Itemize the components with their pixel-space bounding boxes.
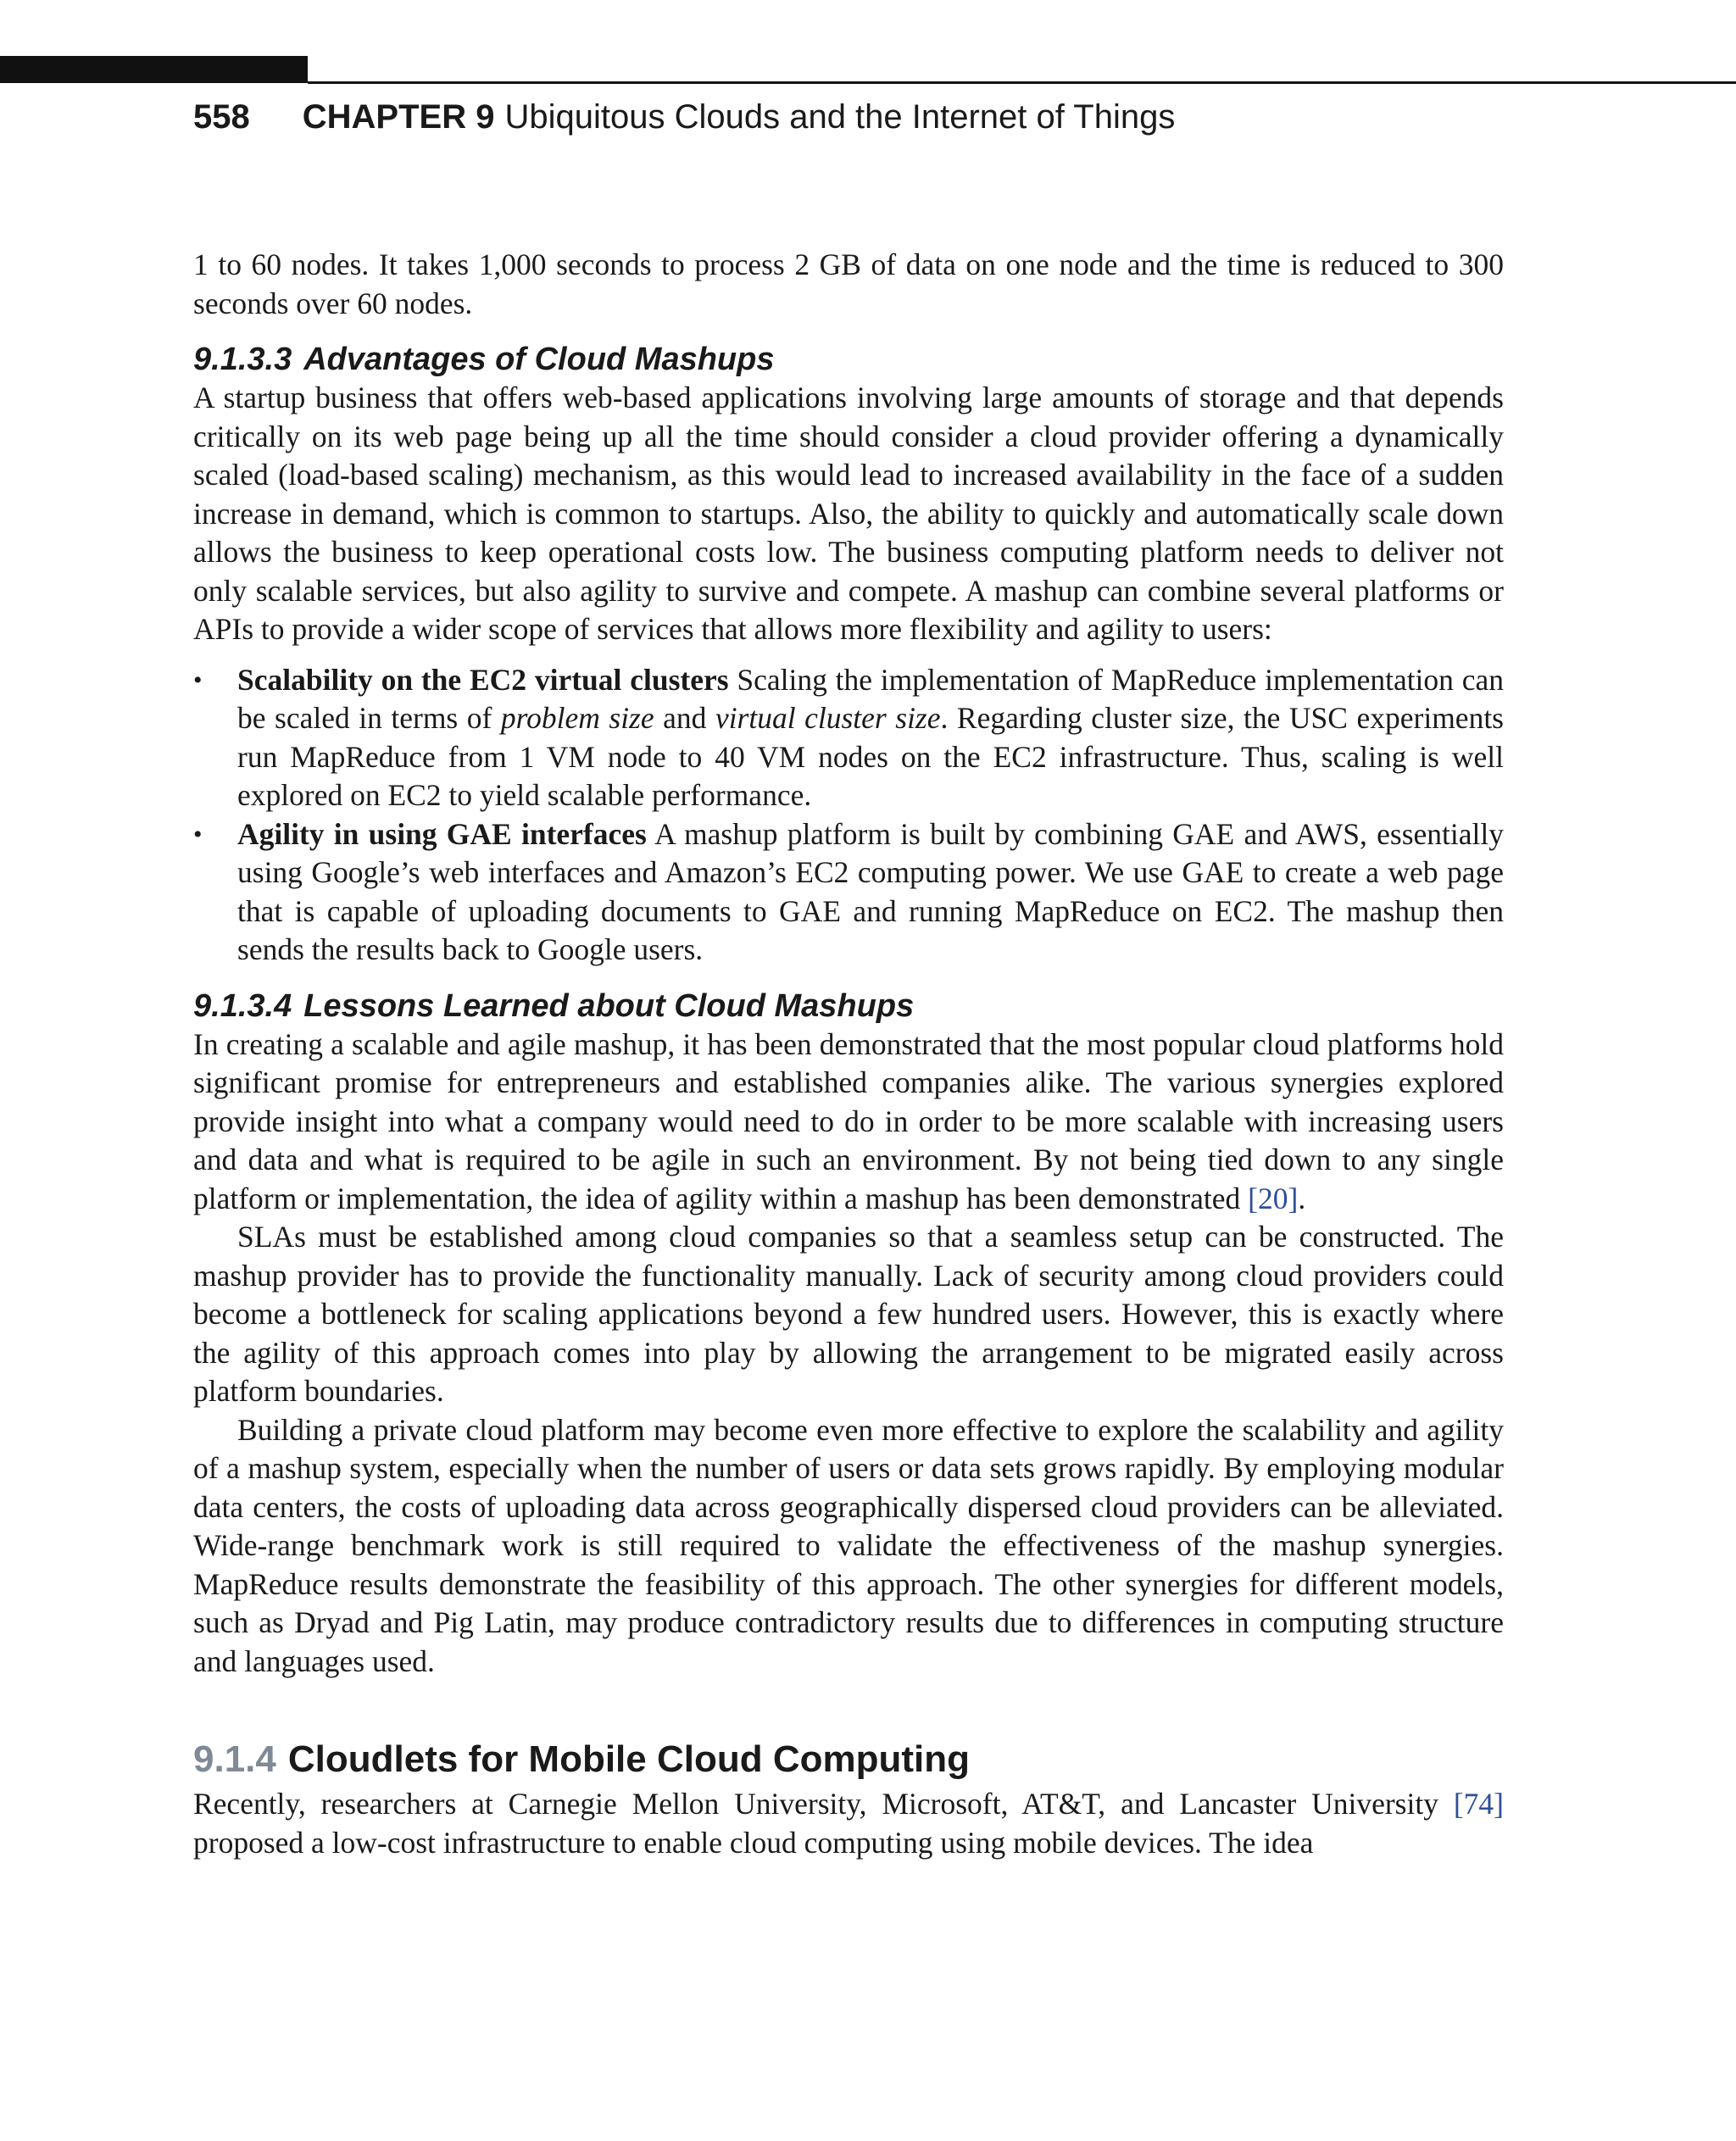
header-black-bar: [0, 56, 308, 83]
section-title: Advantages of Cloud Mashups: [303, 342, 775, 377]
bullet-glyph: •: [193, 820, 203, 848]
paragraph-text: .: [1298, 1181, 1306, 1215]
paragraph-text: Recently, researchers at Carnegie Mellon University, Microsoft, AT&T, and Lancaster University: [193, 1787, 1454, 1821]
list-item: [193, 661, 1504, 815]
section-number: 9.1.3.4: [193, 987, 292, 1024]
running-head: [193, 92, 1175, 142]
bullet-text: Scaling the implementation of MapReduce implementation can be scaled in terms of: [237, 662, 1504, 735]
section-heading-cloudlets: [193, 1734, 1504, 1785]
chapter-title: Ubiquitous Clouds and the Internet of Things: [504, 98, 1176, 136]
page-body: [193, 246, 1504, 1862]
page-number: 558: [193, 98, 250, 136]
lessons-paragraph-2: SLAs must be established among cloud companies so that a seamless setup can be constructed. The mashup provider has to provide the functionality manually. Lack of security among cloud providers could become a bottleneck for scaling applications beyond a few hundred users. However, this is exactly where the agility of this approach comes into play by allowing the arrangement to be migrated easily across platform boundaries.: [193, 1220, 1504, 1408]
citation-link-74[interactable]: [74]: [1453, 1787, 1504, 1821]
section-heading-advantages: [193, 340, 1504, 379]
section-number: 9.1.4: [193, 1738, 276, 1780]
bullet-term: Scalability on the EC2 virtual clusters: [237, 662, 729, 697]
bullet-emphasis: problem size: [500, 701, 654, 735]
advantages-paragraph: A startup business that offers web-based applications involving large amounts of storage and that depends critically on its web page being up all the time should consider a cloud provider offering a dynamically scaled (load-based scaling) mechanism, as this would lead to increased availability in the face of a sudden increase in demand, which is common to startups. Also, the ability to quickly and automatically scale down allows the business to keep operational costs low. The business computing platform needs to deliver not only scalable services, but also agility to survive and compete. A mashup can combine several platforms or APIs to provide a wider scope of services that allows more flexibility and agility to users:: [193, 381, 1504, 646]
section-title: Cloudlets for Mobile Cloud Computing: [287, 1738, 970, 1780]
intro-paragraph: 1 to 60 nodes. It takes 1,000 seconds to process 2 GB of data on one node and the time is reduced to 300 seconds over 60 nodes.: [193, 247, 1504, 320]
advantages-bullet-list: [193, 661, 1504, 970]
section-number: 9.1.3.3: [193, 342, 292, 377]
section-heading-lessons: [193, 987, 1504, 1026]
bullet-text: and: [654, 701, 715, 735]
lessons-paragraph-3: Building a private cloud platform may become even more effective to explore the scalability and agility of a mashup system, especially when the number of users or data sets grows rapidly. By employing modular data centers, the costs of uploading data across geographically dispersed cloud providers can be alleviated. Wide-range benchmark work is still required to validate the effectiveness of the mashup synergies. MapReduce results demonstrate the feasibility of this approach. The other synergies for different models, such as Dryad and Pig Latin, may produce contradictory results due to differences in computing structure and languages used.: [193, 1412, 1504, 1678]
cloudlets-paragraph: [193, 1785, 1504, 1862]
bullet-glyph: •: [193, 665, 203, 694]
bullet-text: A mashup platform is built by combining GAE and AWS, essentially using Google’s web interfaces and Amazon’s EC2 computing power. We use GAE to create a web page that is capable of uploading documents to GAE and running MapReduce on EC2. The mashup then sends the results back to Google users.: [237, 816, 1504, 966]
list-item: [193, 815, 1504, 970]
bullet-term: Agility in using GAE interfaces: [237, 816, 647, 851]
citation-link-20[interactable]: [20]: [1248, 1181, 1299, 1215]
lessons-paragraph-1: [193, 1026, 1504, 1219]
header-rule: [308, 81, 1736, 84]
bullet-text: . Regarding cluster size, the USC experiments run MapReduce from 1 VM node to 40 VM nodes on the EC2 infrastructure. Thus, scaling is well explored on EC2 to yield scalable performance.: [237, 701, 1504, 812]
bullet-emphasis: virtual cluster size: [715, 701, 941, 735]
paragraph-text: In creating a scalable and agile mashup, it has been demonstrated that the most popular cloud platforms hold significant promise for entrepreneurs and established companies alike. The various synergies explored provide insight into what a company would need to do in order to be more scalable with increasing users and data and what is required to be agile in such an environment. By not being tied down to any single platform or implementation, the idea of agility within a mashup has been demonstrated: [193, 1026, 1504, 1215]
section-title: Lessons Learned about Cloud Mashups: [303, 987, 915, 1024]
paragraph-text: proposed a low-cost infrastructure to enable cloud computing using mobile devices. The idea: [193, 1825, 1314, 1860]
chapter-label: CHAPTER 9: [302, 98, 495, 136]
